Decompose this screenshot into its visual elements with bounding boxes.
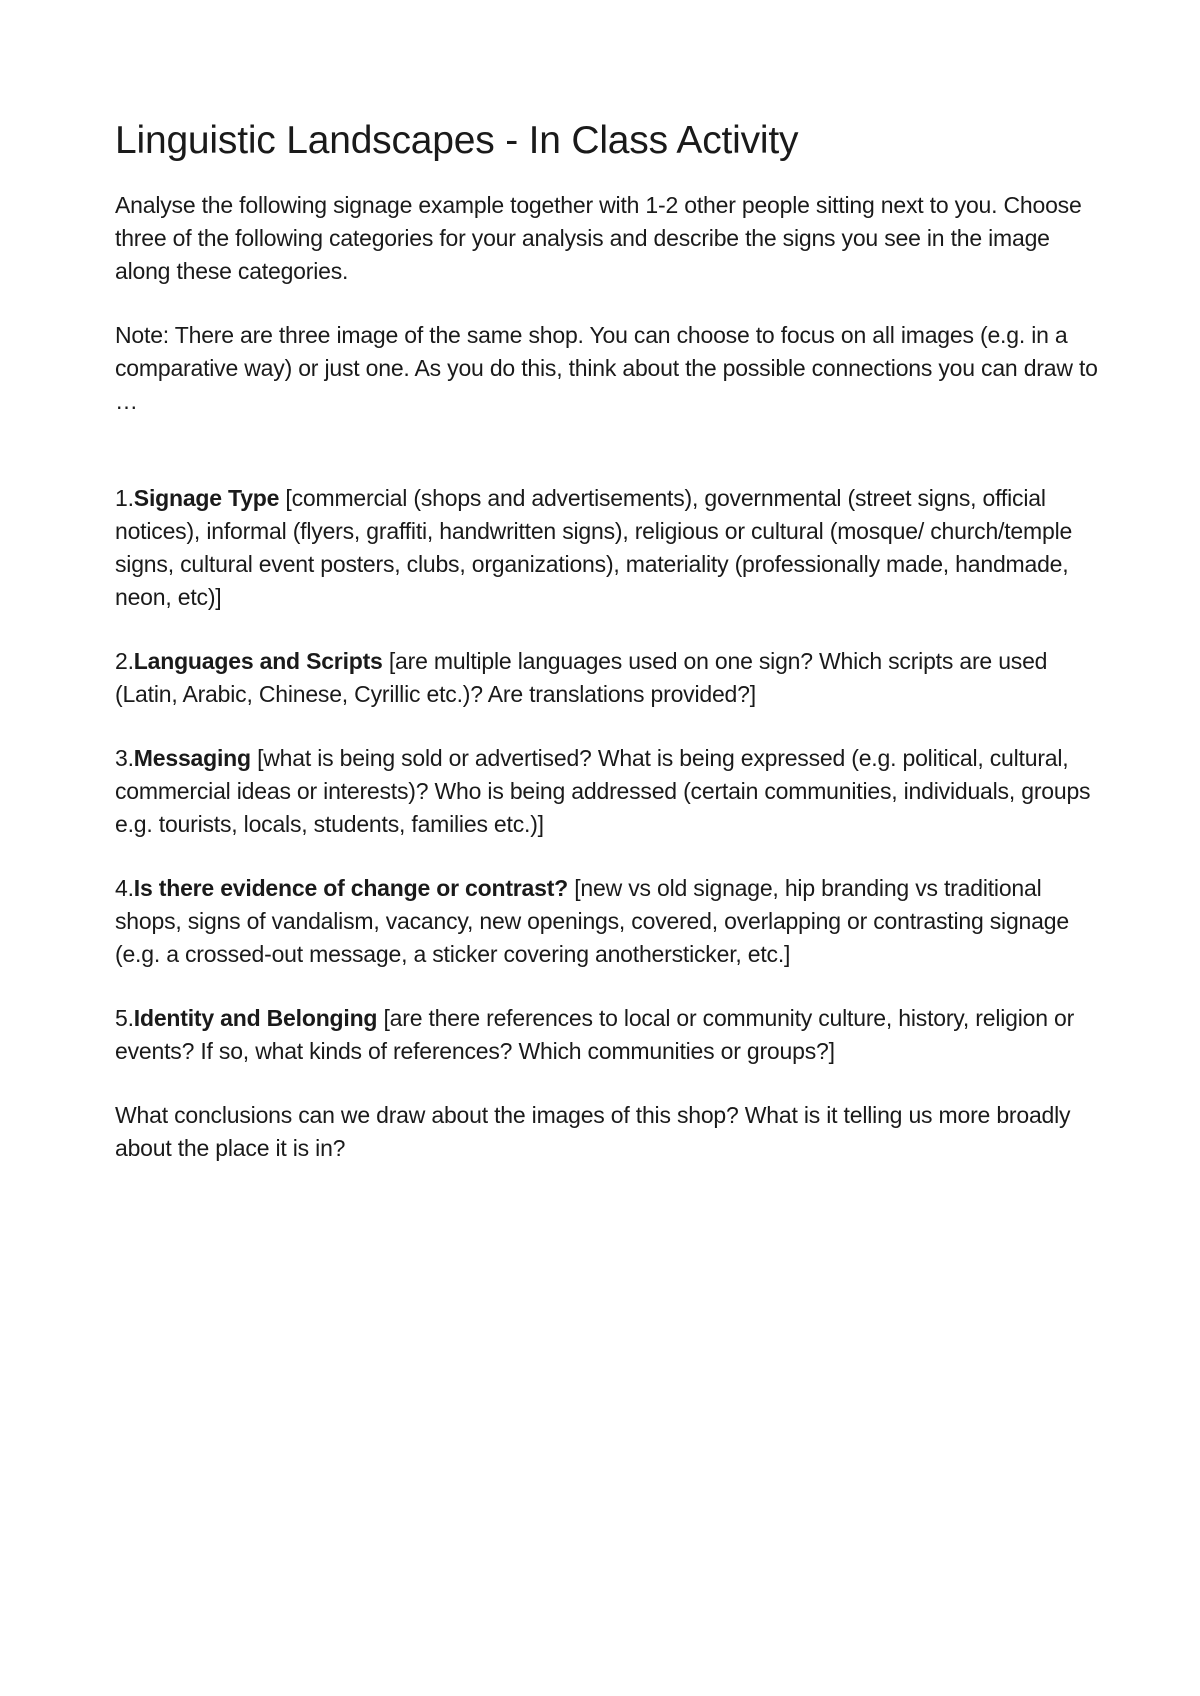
category-item-messaging (115, 742, 1105, 841)
category-number: 1. (115, 485, 134, 511)
conclusion-paragraph: What conclusions can we draw about the images of this shop? What is it telling us more broadly about the place it is in? (115, 1102, 1071, 1161)
category-item-change-contrast (115, 872, 1105, 971)
intro-paragraph: Analyse the following signage example together with 1-2 other people sitting next to you. Choose three of the following categories for your analysis and describe the signs you see in the image along these categories. (115, 192, 1082, 284)
category-item-signage-type (115, 482, 1105, 614)
category-description: [commercial (shops and advertisements), governmental (street signs, official notices), informal (flyers, graffiti, handwritten signs), religious or cultural (mosque/ church/temple signs, cultural event posters, clubs, organizations), materiality (professionally made, handmade, neon, etc)] (115, 485, 1073, 610)
category-title: Languages and Scripts (133, 648, 383, 674)
category-number: 5. (115, 1005, 134, 1031)
category-description: [what is being sold or advertised? What is being expressed (e.g. political, cultural, commercial ideas or interests)? Who is being addressed (certain communities, individuals, groups e.g. tourists, locals, students, families etc.)] (115, 745, 1091, 837)
page-title: Linguistic Landscapes - In Class Activity (115, 119, 799, 162)
category-item-languages-scripts (115, 645, 1105, 711)
category-number: 3. (115, 745, 134, 771)
document-page (115, 116, 1105, 1165)
category-number: 2. (115, 648, 134, 674)
category-title: Signage Type (133, 485, 280, 511)
note-paragraph: Note: There are three image of the same shop. You can choose to focus on all images (e.g. in a comparative way) or just one. As you do this, think about the possible connections you can draw to … (115, 322, 1098, 414)
category-number: 4. (115, 875, 134, 901)
category-title: Identity and Belonging (133, 1005, 378, 1031)
category-title: Is there evidence of change or contrast? (133, 875, 569, 901)
category-description: [are there references to local or community culture, history, religion or events? If so, what kinds of references? Which communities or groups?] (115, 1005, 1075, 1064)
category-title: Messaging (133, 745, 251, 771)
category-description: [are multiple languages used on one sign? Which scripts are used (Latin, Arabic, Chinese, Cyrillic etc.)? Are translations provided?] (115, 648, 1048, 707)
category-item-identity-belonging (115, 1002, 1105, 1068)
category-description: [new vs old signage, hip branding vs traditional shops, signs of vandalism, vacancy, new openings, covered, overlapping or contrasting signage (e.g. a crossed-out message, a sticker covering anothersticker, etc.] (115, 875, 1069, 967)
